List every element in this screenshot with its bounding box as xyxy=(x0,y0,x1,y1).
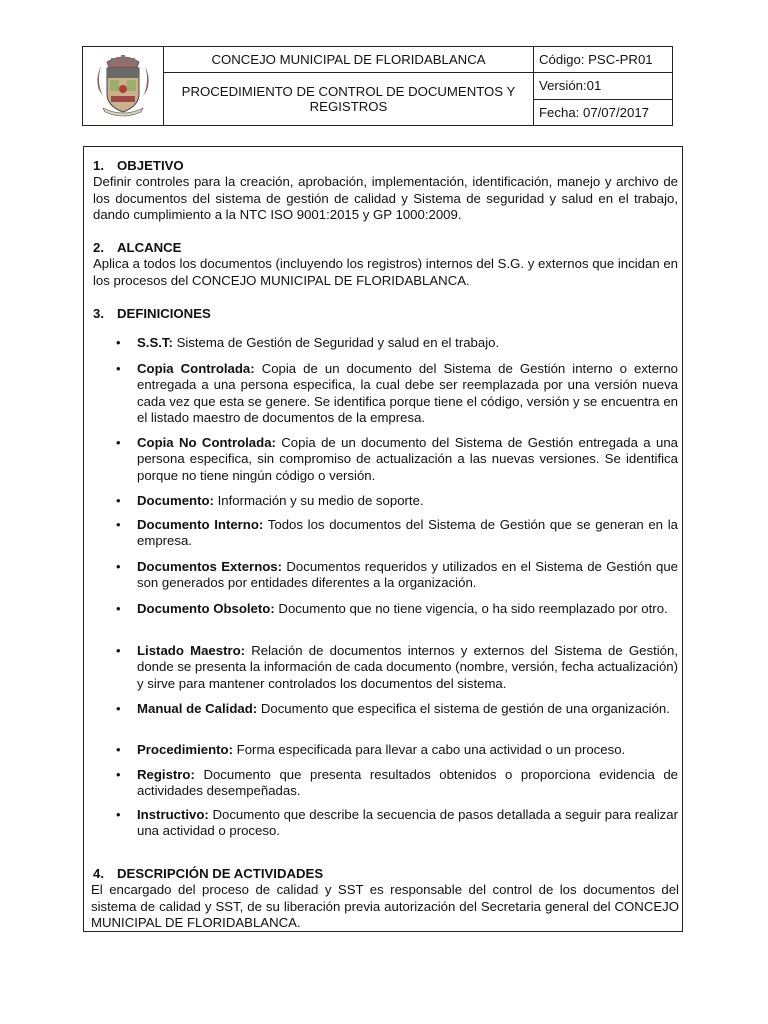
document-header-table xyxy=(82,46,673,126)
section-text: Definir controles para la creación, aprobación, implementación, identificación, manejo y archivo de los documentos del sistema de gestión de calidad y Sistema de seguridad y salud en el trabajo, dando cumplimiento a la NTC ISO 9001:2015 y GP 1000:2009. xyxy=(93,174,678,222)
list-item: • S.S.T: Sistema de Gestión de Seguridad y salud en el trabajo. xyxy=(116,335,500,350)
document-date: Fecha: 07/07/2017 xyxy=(534,99,673,125)
list-item: • Documentos Externos: Documentos requeridos y utilizados en el Sistema de Gestión que son generados por entidades diferentes a la organización. xyxy=(116,559,678,591)
list-item: • Procedimiento: Forma especificada para llevar a cabo una actividad o un proceso. xyxy=(116,742,626,757)
list-item: • Manual de Calidad: Documento que especifica el sistema de gestión de una organización. xyxy=(116,701,670,716)
section-actividades xyxy=(91,866,679,931)
list-item: • Documento Obsoleto: Documento que no tiene vigencia, o ha sido reemplazado por otro. xyxy=(116,601,668,616)
list-item: • Copia No Controlada: Copia de un documento del Sistema de Gestión entregada a una persona especifica, sin compromiso de actualización a las nuevas versiones. Se identifica porque no tiene ningún código o versión. xyxy=(116,435,678,483)
section-heading: 1. OBJETIVO xyxy=(93,158,184,173)
section-alcance xyxy=(93,240,678,289)
section-objetivo xyxy=(93,158,678,223)
section-text: El encargado del proceso de calidad y SST es responsable del control de los documentos del sistema de calidad y SST, de su liberación previa autorización del Secretaria general del CONCEJO MUNICIPAL DE FLORIDABLANCA. xyxy=(91,882,679,930)
document-version: Versión:01 xyxy=(534,73,673,99)
section-heading: 3. DEFINICIONES xyxy=(93,306,211,321)
document-code: Código: PSC-PR01 xyxy=(534,47,673,73)
document-body xyxy=(83,146,683,932)
section-heading: 4. DESCRIPCIÓN DE ACTIVIDADES xyxy=(93,866,324,881)
section-heading: 2. ALCANCE xyxy=(93,240,182,255)
list-item: • Registro: Documento que presenta resultados obtenidos o proporciona evidencia de actividades desempeñadas. xyxy=(116,767,678,799)
list-item: • Listado Maestro: Relación de documentos internos y externos del Sistema de Gestión, donde se presenta la información de cada documento (nombre, versión, fecha actualización) y sirve para mantener controlados los documentos del sistema. xyxy=(116,643,679,691)
section-definiciones xyxy=(93,306,678,322)
coat-of-arms-logo xyxy=(83,47,164,126)
list-item: • Documento Interno: Todos los documentos del Sistema de Gestión que se generan en la empresa. xyxy=(116,517,678,549)
coat-of-arms-icon xyxy=(93,50,153,120)
procedure-title: PROCEDIMIENTO DE CONTROL DE DOCUMENTOS Y REGISTROS xyxy=(164,73,534,126)
list-item: • Instructivo: Documento que describe la secuencia de pasos detallada a seguir para realizar una actividad o proceso. xyxy=(116,807,678,839)
list-item: • Documento: Información y su medio de soporte. xyxy=(116,493,424,508)
institution-name: CONCEJO MUNICIPAL DE FLORIDABLANCA xyxy=(164,47,534,73)
section-text: Aplica a todos los documentos (incluyendo los registros) internos del S.G. y externos que incidan en los procesos del CONCEJO MUNICIPAL DE FLORIDABLANCA. xyxy=(93,256,678,288)
list-item: • Copia Controlada: Copia de un documento del Sistema de Gestión interno o externo entregada a una persona especifica, la cual debe ser reemplazada por una versión nueva cada vez que esta se genere. Se identifica porque tiene el código, versión y se encuentra en el listado maestro de documentos de la empresa. xyxy=(116,361,678,425)
